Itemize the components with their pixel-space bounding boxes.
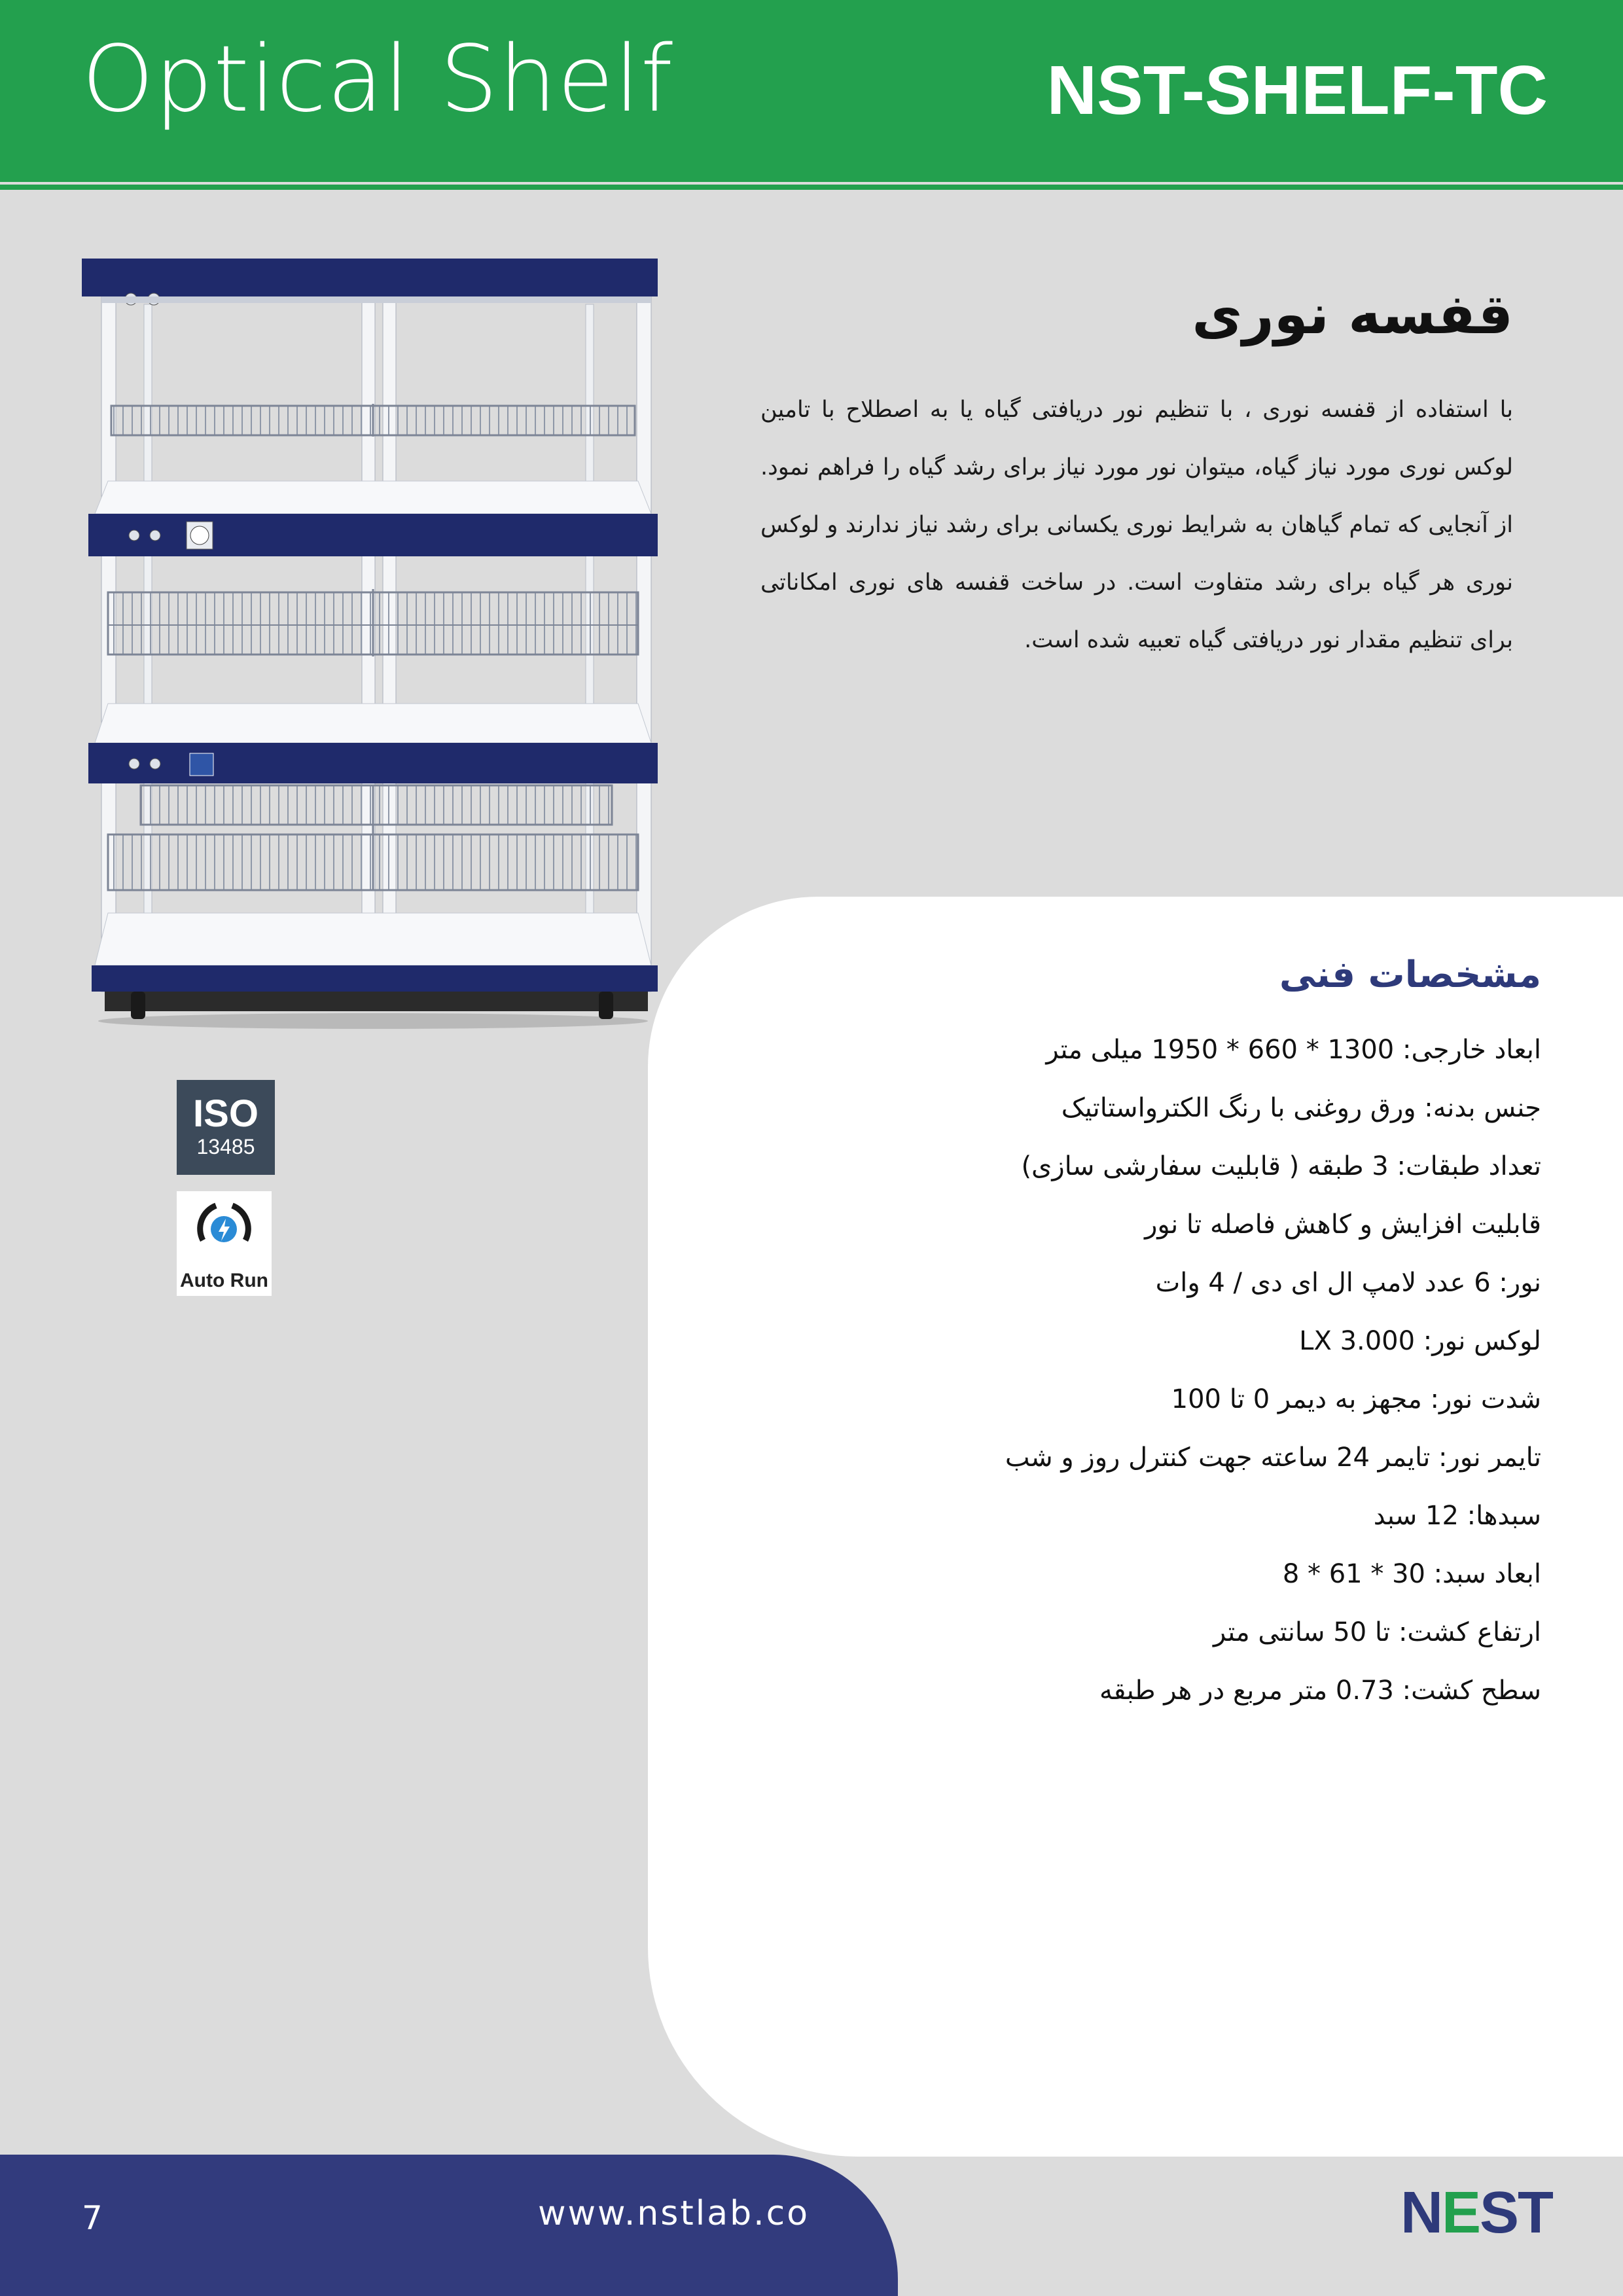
- auto-run-icon: [177, 1191, 272, 1263]
- page-number: 7: [82, 2199, 103, 2237]
- optical-shelf-image: [82, 259, 658, 1031]
- iso-label: ISO: [193, 1092, 259, 1135]
- spec-basket-dimensions: ابعاد سبد: 30 * 61 * 8: [1282, 1559, 1541, 1589]
- website-link[interactable]: www.nstlab.co: [538, 2194, 810, 2233]
- product-model: NST-SHELF-TC: [1046, 52, 1548, 129]
- intro-section: [760, 275, 1513, 669]
- intro-body: با استفاده از قفسه نوری ، با تنظیم نور دریافتی گیاه یا به اصطلاح با تامین لوکس نوری مورد نیاز گیاه، میتوان نور مورد نیاز برای رشد گیاه را فراهم نمود. از آنجایی که تمام گیاهان به شرایط نوری یکسانی برای رشد نیاز ندارند و لوکس نوری هر گیاه برای رشد متفاوت است. در ساخت قفسه های نوری امکاناتی برای تنظیم مقدار نور دریافتی گیاه تعبیه شده است.: [760, 397, 1513, 653]
- spec-lux: لوکس نور: 3.000 LX: [1299, 1326, 1541, 1356]
- nst-logo: [1400, 2179, 1552, 2247]
- logo-part-st: ST: [1480, 2180, 1553, 2246]
- auto-run-label: Auto Run: [180, 1270, 268, 1291]
- spec-tiers: تعداد طبقات: 3 طبقه ( قابلیت سفارشی سازی): [1021, 1151, 1541, 1181]
- iso-13485-badge: [177, 1080, 275, 1175]
- auto-run-badge: [177, 1191, 272, 1296]
- spec-cultivation-height: ارتفاع کشت: تا 50 سانتی متر: [1213, 1617, 1541, 1647]
- logo-part-e: E: [1442, 2180, 1480, 2246]
- logo-part-n: N: [1400, 2180, 1442, 2246]
- iso-number: 13485: [196, 1135, 255, 1158]
- product-category-title: Optical Shelf: [82, 26, 673, 133]
- header-divider: [0, 185, 1623, 190]
- spec-light: نور: 6 عدد لامپ ال ای دی / 4 وات: [1155, 1268, 1541, 1298]
- spec-cultivation-area: سطح کشت: 0.73 متر مربع در هر طبقه: [1099, 1676, 1541, 1706]
- spec-baskets: سبدها: 12 سبد: [1373, 1501, 1541, 1531]
- spec-intensity: شدت نور: مجهز به دیمر 0 تا 100: [1171, 1384, 1541, 1414]
- technical-specs: [690, 949, 1541, 1720]
- specs-title: مشخصات فنی: [1279, 954, 1541, 996]
- spec-adjustable-distance: قابلیت افزایش و کاهش فاصله تا نور: [1145, 1210, 1541, 1240]
- spec-timer: تایمر نور: تایمر 24 ساعته جهت کنترل روز و شب: [1005, 1443, 1541, 1473]
- intro-title: قفسه نوری: [1192, 282, 1513, 346]
- spec-body-material: جنس بدنه: ورق روغنی با رنگ الکترواستاتیک: [1061, 1093, 1541, 1123]
- spec-dimensions: ابعاد خارجی: 1300 * 660 * 1950 میلی متر: [1046, 1035, 1541, 1065]
